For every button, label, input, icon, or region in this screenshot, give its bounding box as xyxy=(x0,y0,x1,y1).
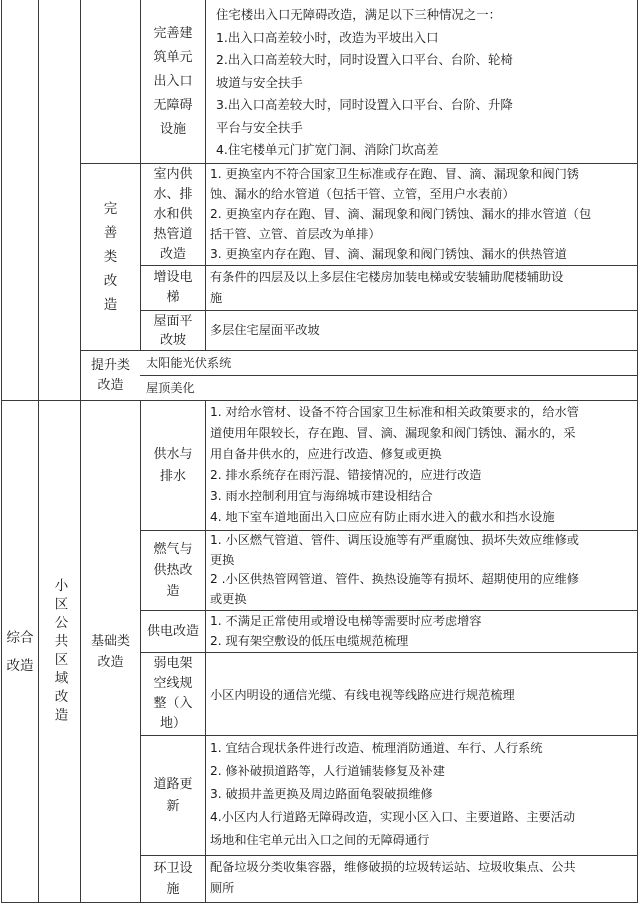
grid-line xyxy=(140,855,638,856)
item-label: 增设电 梯 xyxy=(153,270,193,305)
item-label: 燃气与 供热改 造 xyxy=(153,542,193,599)
item-label: 供水与 排水 xyxy=(153,446,193,484)
group-label-jichu: 基础类 改造 xyxy=(90,633,130,670)
item-label: 完善建 筑单元 出入口 无障碍 设施 xyxy=(153,25,193,137)
grid-line xyxy=(205,0,206,350)
item-content: 配备垃圾分类收集容器，维修破损的垃圾转运站、垃圾收集点、公共 厕所 xyxy=(210,860,576,895)
grid-line xyxy=(1,902,638,903)
item-label: 屋面平 改坡 xyxy=(153,313,193,348)
item-label: 室内供 水、排 水和供 热管道 改造 xyxy=(153,166,193,262)
item-content: 1. 小区燃气管道、管件、调压设施等有严重腐蚀、损坏失效应维修或 更换 2 .小区供热管网管道、管件、换热设施等有损坏、超期使用的应维修 或更换 xyxy=(210,533,579,606)
grid-line xyxy=(140,735,638,736)
item-label: 环卫设 施 xyxy=(153,861,193,897)
grid-line xyxy=(140,310,638,311)
category-label: 综合 改造 xyxy=(6,629,34,674)
grid-line xyxy=(140,265,638,266)
group-label-wanshan: 完 善 类 改 造 xyxy=(103,201,118,313)
grid-line xyxy=(80,350,638,351)
item-content: 住宅楼出入口无障碍改造，满足以下三种情况之一： 1.出入口高差较小时，改造为平坡出入口 2.出入口高差较大时，同时设置入口平台、台阶、轮椅 坡道与安全扶手 3.出入口高差较大时，同时设置入口平台、台阶、升降 平台与安全扶手 4.住宅楼单元门扩宽门洞、消除门坎高差 xyxy=(216,7,513,157)
area-label: 小区公共区域改造 xyxy=(51,577,68,726)
item-content: 小区内明设的通信光缆、有线电视等线路应进行规范梳理 xyxy=(210,688,515,702)
item-content: 1. 不满足正常使用或增设电梯等需要时应考虑增容 2. 现有架空敷设的低压电缆规范梳理 xyxy=(210,614,482,648)
item-content: 有条件的四层及以上多层住宅楼房加装电梯或安装辅助爬楼辅助设 施 xyxy=(210,270,564,305)
group-label-tisheng: 提升类 改造 xyxy=(90,357,130,393)
item-label: 道路更 新 xyxy=(153,776,193,814)
item-content: 多层住宅屋面平改坡 xyxy=(210,323,320,337)
item-content: 1. 更换室内不符合国家卫生标准或存在跑、冒、滴、漏现象和阀门锈 蚀、漏水的给水管道（包括干管、立管，至用户水表前） 2. 更换室内存在跑、冒、滴、漏现象和阀门锈蚀、漏水的排水管道（包 括干管、立管、首层改为单排） 3. 更换室内存在跑、冒、滴、漏现象和阀门锈蚀、漏水的供热管道 xyxy=(210,167,592,261)
item-content: 太阳能光伏系统 xyxy=(146,356,232,370)
item-label: 弱电架 空线规 整（入 地） xyxy=(153,656,193,731)
grid-line xyxy=(637,0,638,903)
item-label: 供电改造 xyxy=(146,623,199,639)
item-content: 1. 对给水管材、设备不符合国家卫生标准和相关政策要求的，给水管 道使用年限较长，存在跑、冒、滴、漏现象和阀门锈蚀、漏水的，采 用自备井供水的，应进行改造、修复或更换 2. 排水系统存在雨污混、错接情况的，应进行改造 3. 雨水控制利用宜与海绵城市建设相结合 4. 地下室车道地面出入口应应有防止雨水进入的截水和挡水设施 xyxy=(210,405,579,524)
item-content: 屋顶美化 xyxy=(146,381,195,395)
grid-line xyxy=(140,375,638,376)
item-content: 1. 宜结合现状条件进行改造、梳理消防通道、车行、人行系统 2. 修补破损道路等，人行道铺装修复及补建 3. 破损井盖更换及周边路面龟裂破损维修 4.小区内人行道路无障碍改造，实现小区入口、主要道路、主要活动 场地和住宅单元出入口之间的无障碍通行 xyxy=(210,741,576,847)
grid-line xyxy=(140,652,638,653)
